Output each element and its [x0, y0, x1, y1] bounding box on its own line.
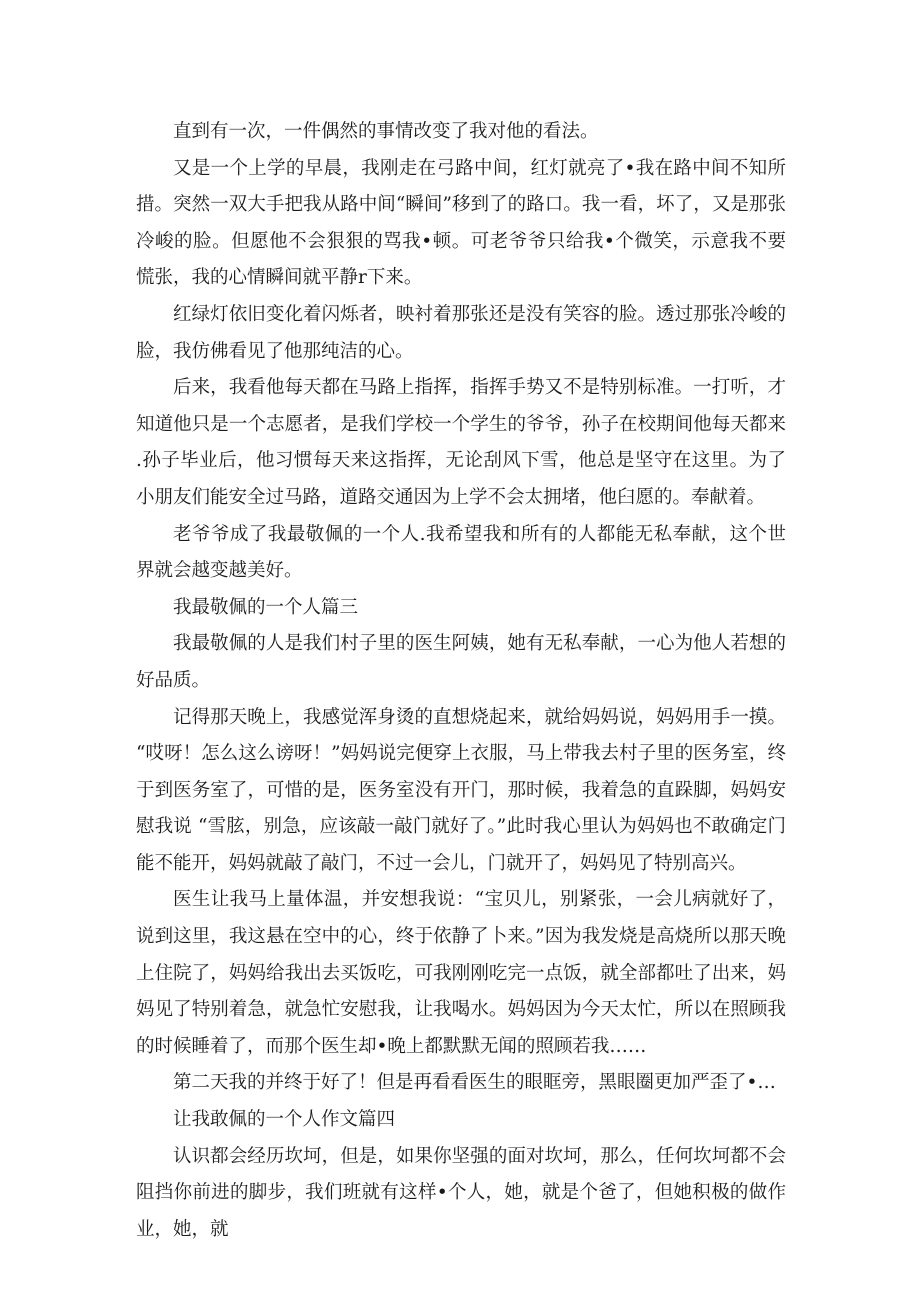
- paragraph-6: 我最敬佩的人是我们村子里的医生阿姨，她有无私奉献，一心为他人若想的好品质。: [136, 633, 786, 691]
- paragraph-2: 又是一个上学的早晨，我刚走在弓路中间，红灯就亮了•我在路中间不知所措。突然一双大手把我从路中间“瞬间”移到了的路口。我一看，坏了，又是那张冷峻的脸。但愿他不会狠狠的骂我•顿。可老爷爷只给我•个微笑，示意我不要慌张，我的心情瞬间就平静r下来。: [136, 157, 786, 289]
- paragraph-9: 第二天我的并终于好了！但是再看看医生的眼眶旁，黑眼圈更加严歪了•…: [173, 1072, 776, 1094]
- paragraph-1: 直到有一次，一件偶然的事情改变了我对他的看法。: [173, 121, 599, 142]
- paragraph-7: 记得那天晚上，我感觉浑身烫的直想烧起来，就给妈妈说，妈妈用手一摸。“哎呀！怎么这么谤呀！”妈妈说完便穿上衣服，马上带我去村子里的医务室，终于到医务室了，可惜的是，医务室没有开门，那时候，我着急的直跺脚，妈妈安慰我说 “雪胘，别急，应该敲一敲门就好了。”此时我心里认为妈妈也不敢确定门能不能开，妈妈就敲了敲门，不过一会儿，门就开了，妈妈见了特别高兴。: [136, 706, 786, 874]
- paragraph-4: 后来，我看他每天都在马路上指挥，指挥手势又不是特别标准。一打听，才知道他只是一个志愿者，是我们学校一个学生的爷爷，孙子在校期间他每天都来.孙子毕业后，他习惯每天来这指挥，无论刮风下雪，他总是坚守在这里。为了小朋友们能安全过马路，道路交通因为上学不会太拥堵，他臼愿的。奉献着。: [136, 377, 786, 508]
- document-body: [136, 114, 786, 1248]
- paragraph-8: 医生让我马上量体温，并安想我说：“宝贝儿，别紧张，一会儿病就好了，说到这里，我这悬在空中的心，终于依静了卜来。”因为我发烧是高烧所以那天晚上住院了，妈妈给我出去买饭吃，可我刚刚吃完一点饭，就全部都吐了出来，妈妈见了特别着急，就急忙安慰我，让我喝水。妈妈因为今天太忙，所以在照顾我的时候睡着了，而那个医生却•晚上都默默无闻的照顾若我……: [136, 889, 786, 1057]
- paragraph-10: 认识都会经历坎坷，但是，如果你坚强的面对坎坷，那么，任何坎坷都不会阻挡你前进的脚步，我们班就有这样•个人，她，就是个爸了，但她积极的做作业，她，就: [136, 1145, 786, 1240]
- paragraph-5: 老爷爷成了我最敬佩的一个人.我希望我和所有的人都能无私奉献，这个世界就会越变越美好。: [136, 523, 786, 582]
- section-heading-4: 让我敢佩的一个人作文篇四: [173, 1109, 396, 1131]
- section-heading-3: 我最敬佩的一个人篇三: [173, 596, 359, 618]
- paragraph-3: 红绿灯依旧变化着闪烁者，映衬着那张还是没有笑容的脸。透过那张冷峻的脸，我仿佛看见了他那纯洁的心。: [136, 303, 786, 362]
